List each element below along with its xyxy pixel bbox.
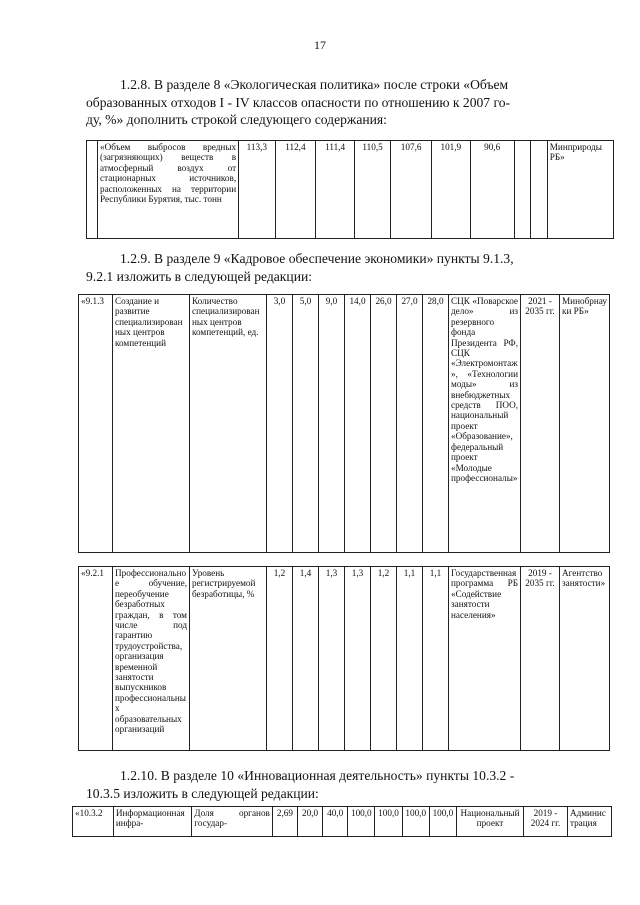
table-cell-source: Национальный проект (457, 807, 524, 837)
table-cell-value: 110,5 (354, 141, 390, 239)
table-row (73, 807, 612, 837)
table-cell-value: 1,3 (319, 567, 345, 751)
table-cell-value: 40,0 (323, 807, 348, 837)
table-cell-code: «9.1.3 (79, 295, 113, 553)
table-cell-responsible: Агентство занятости» (560, 567, 610, 751)
paragraph-line: 10.3.5 изложить в следующей редакции: (86, 785, 319, 801)
table-cell-value: 28,0 (423, 295, 449, 553)
table-innovation-10-3-2 (72, 806, 612, 837)
table-cell-value: 100,0 (429, 807, 456, 837)
table-cell-responsible: Администрация (567, 807, 611, 837)
table-cell-name: Информационная инфра- (113, 807, 191, 837)
table-cell-source: СЦК «Поварское дело» из резервного фонда Президента РФ, СЦК «Электромонтаж», «Технологии моды» из внебюджетных средств ПОО, национальный проект «Образование», федеральный проект «Молодые профессионалы» (449, 295, 521, 553)
table-cell-value (531, 141, 548, 239)
table-cell-value (514, 141, 531, 239)
table-cell-value: 5,0 (293, 295, 319, 553)
table-row (79, 295, 610, 553)
table-cell-value: 112,4 (275, 141, 316, 239)
table-cell-value: 100,0 (402, 807, 429, 837)
table-cell-indicator: Доля органов государ- (192, 807, 273, 837)
table-cell-responsible: Минприроды РБ» (547, 141, 613, 239)
table-cell-code: «9.2.1 (79, 567, 113, 751)
table-cell-value: 20,0 (297, 807, 322, 837)
table-cell-name: «Объем выбросов вредных (загрязняющих) веществ в атмосферный воздух от стационарных источников, расположенных на территории Республики Бурятия, тыс. тонн (98, 141, 239, 239)
table-cell-responsible: Минобрнауки РБ» (560, 295, 610, 553)
paragraph-1-2-8 (86, 76, 582, 129)
table-cell-indicator: Уровень регистрируемой безработицы, % (190, 567, 267, 751)
table-cell-value: 1,3 (345, 567, 371, 751)
table-row (79, 567, 610, 751)
table-cell-name: Профессиональное обучение, переобучение безработных граждан, в том числе под гарантию трудоустройства, организация временной занятости выпускников профессиональных образовательных организаций (113, 567, 190, 751)
table-cell-value: 100,0 (375, 807, 402, 837)
table-cell-value: 1,1 (423, 567, 449, 751)
paragraph-line: 1.2.8. В разделе 8 «Экологическая политика» после строки «Объем (120, 77, 509, 92)
table-cell-value: 1,2 (267, 567, 293, 751)
table-cell-value: 3,0 (267, 295, 293, 553)
paragraph-1-2-9 (86, 250, 582, 285)
paragraph-1-2-10 (86, 767, 582, 802)
paragraph-line: 1.2.10. В разделе 10 «Инновационная деятельность» пункты 10.3.2 - (120, 768, 515, 783)
table-cell-indicator: Количество специализированных центров компетенций, ед. (190, 295, 267, 553)
table-staffing-9-1-3 (78, 294, 610, 553)
paragraph-line: образованных отходов I - IV классов опасности по отношению к 2007 го- (86, 94, 511, 110)
table-cell-value: 100,0 (348, 807, 375, 837)
table-row (87, 141, 614, 239)
table-cell-value: 1,2 (371, 567, 397, 751)
paragraph-line: 9.2.1 изложить в следующей редакции: (86, 268, 313, 284)
table-cell-name: Создание и развитие специализированных центров компетенций (113, 295, 190, 553)
table-cell-value: 113,3 (239, 141, 275, 239)
table-cell-value: 1,1 (397, 567, 423, 751)
table-cell-value: 26,0 (371, 295, 397, 553)
table-cell-value: 90,6 (470, 141, 514, 239)
table-staffing-9-2-1 (78, 566, 610, 751)
table-cell-period: 2021 - 2035 гг. (521, 295, 560, 553)
table-cell-value: 14,0 (345, 295, 371, 553)
table-cell-value: 101,9 (432, 141, 471, 239)
table-ecology (86, 140, 614, 239)
table-cell-period: 2019 - 2035 гг. (521, 567, 560, 751)
table-cell-value: 9,0 (319, 295, 345, 553)
table-cell-code (87, 141, 98, 239)
page-number: 17 (314, 38, 326, 52)
table-cell-value: 111,4 (316, 141, 355, 239)
table-cell-value: 1,4 (293, 567, 319, 751)
table-cell-value: 27,0 (397, 295, 423, 553)
paragraph-line: 1.2.9. В разделе 9 «Кадровое обеспечение экономики» пункты 9.1.3, (120, 251, 514, 266)
table-cell-value: 107,6 (391, 141, 432, 239)
table-cell-period: 2019 - 2024 гг. (523, 807, 567, 837)
table-cell-code: «10.3.2 (73, 807, 114, 837)
paragraph-line: ду, %» дополнить строкой следующего содержания: (86, 112, 387, 127)
table-cell-value: 2,69 (272, 807, 297, 837)
table-cell-source: Государственная программа РБ «Содействие занятости населения» (449, 567, 521, 751)
